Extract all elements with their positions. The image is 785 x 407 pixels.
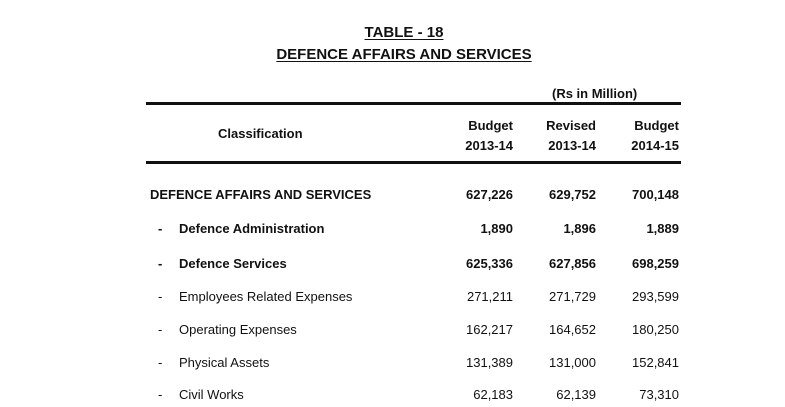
column-header-line2: 2013-14: [465, 138, 513, 153]
classification-header: Classification: [218, 126, 303, 141]
value-revised-2013-14: 131,000: [549, 355, 596, 370]
row-label: Employees Related Expenses: [179, 289, 353, 304]
row-label: Defence Services: [179, 256, 287, 271]
table-row: [0, 322, 785, 342]
row-bullet: -: [158, 322, 163, 337]
value-budget-2013-14: 62,183: [473, 387, 513, 402]
row-bullet: -: [158, 221, 163, 236]
row-bullet: -: [158, 387, 163, 402]
row-label: Civil Works: [179, 387, 244, 402]
table-row: [0, 289, 785, 309]
row-label: DEFENCE AFFAIRS AND SERVICES: [150, 187, 372, 202]
table-row: [0, 256, 785, 276]
column-header-budget-2014-15: [599, 116, 679, 156]
column-header-budget-2013-14: [433, 116, 513, 156]
column-header-line1: Budget: [468, 118, 513, 133]
table-row: [0, 387, 785, 407]
column-header-revised-2013-14: [516, 116, 596, 156]
table-number: TABLE - 18: [364, 24, 444, 41]
unit-note: (Rs in Million): [552, 86, 638, 101]
row-bullet: -: [158, 289, 163, 304]
value-revised-2013-14: 627,856: [549, 256, 596, 271]
value-budget-2013-14: 1,890: [480, 221, 513, 236]
value-budget-2013-14: 131,389: [466, 355, 513, 370]
column-header-line1: Revised: [546, 118, 596, 133]
value-budget-2013-14: 162,217: [466, 322, 513, 337]
table-header-rule: [146, 161, 681, 164]
value-budget-2013-14: 627,226: [466, 187, 513, 202]
value-revised-2013-14: 1,896: [563, 221, 596, 236]
value-budget-2014-15: 698,259: [632, 256, 679, 271]
table-title: DEFENCE AFFAIRS AND SERVICES: [276, 46, 532, 63]
value-revised-2013-14: 164,652: [549, 322, 596, 337]
row-bullet: -: [158, 256, 163, 271]
value-budget-2013-14: 271,211: [466, 289, 513, 304]
value-budget-2014-15: 1,889: [646, 221, 679, 236]
column-header-line1: Budget: [634, 118, 679, 133]
column-header-line2: 2013-14: [548, 138, 596, 153]
value-budget-2014-15: 180,250: [632, 322, 679, 337]
value-budget-2013-14: 625,336: [466, 256, 513, 271]
table-row: [0, 355, 785, 375]
column-header-line2: 2014-15: [631, 138, 679, 153]
row-label: Operating Expenses: [179, 322, 297, 337]
value-revised-2013-14: 271,729: [549, 289, 596, 304]
table-top-rule: [146, 102, 681, 105]
row-bullet: -: [158, 355, 163, 370]
value-budget-2014-15: 700,148: [632, 187, 679, 202]
value-budget-2014-15: 293,599: [632, 289, 679, 304]
row-label: Physical Assets: [179, 355, 270, 370]
value-budget-2014-15: 73,310: [639, 387, 679, 402]
value-revised-2013-14: 629,752: [549, 187, 596, 202]
table-row: [0, 187, 785, 207]
row-label: Defence Administration: [179, 221, 325, 236]
value-revised-2013-14: 62,139: [556, 387, 596, 402]
value-budget-2014-15: 152,841: [632, 355, 679, 370]
table-row: [0, 221, 785, 241]
